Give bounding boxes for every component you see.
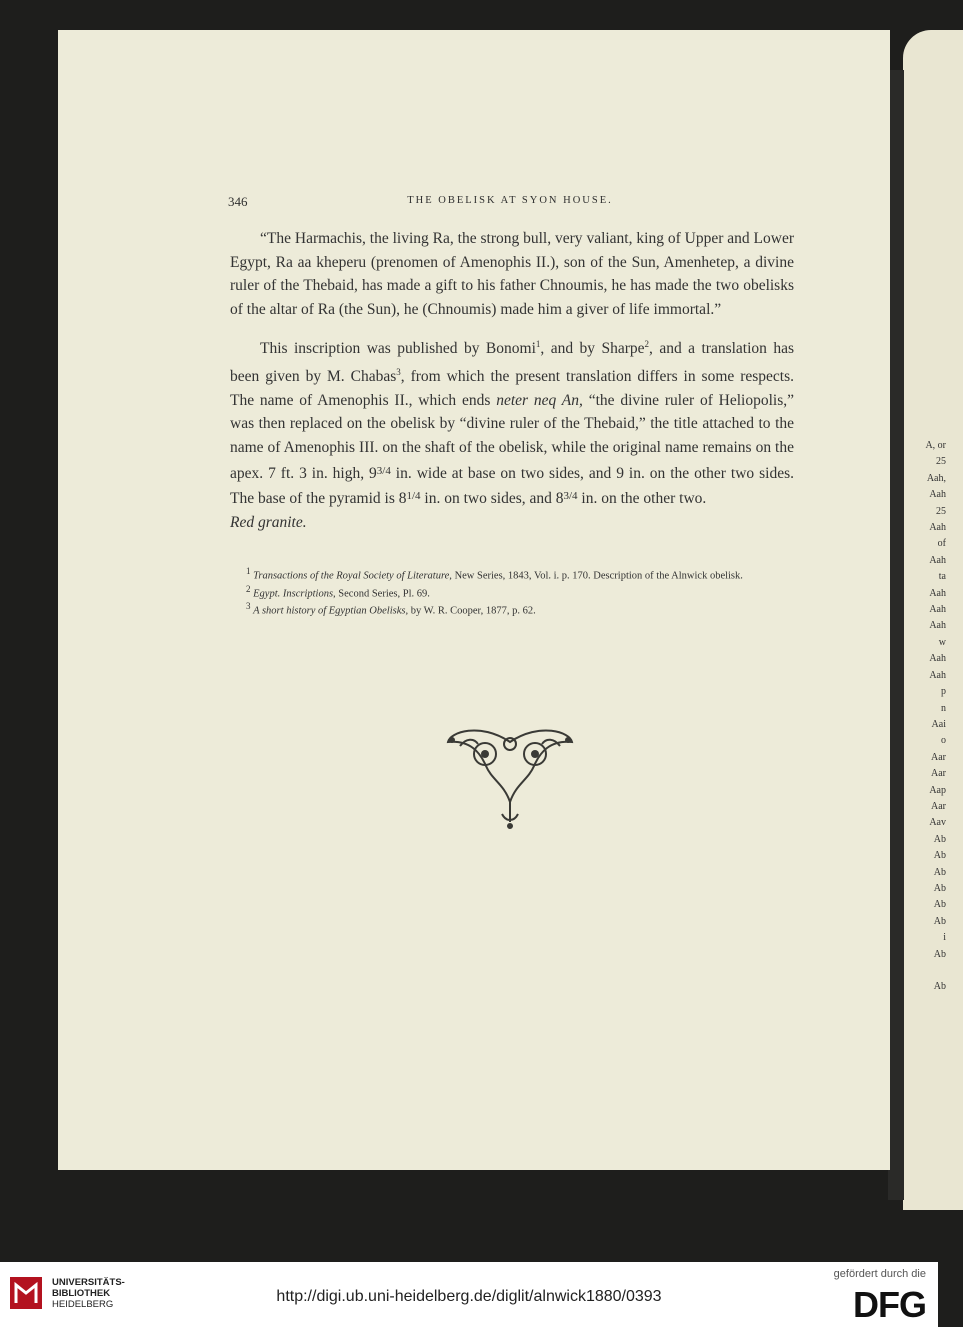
body-text — [230, 227, 794, 534]
side-index-entry: A, or — [925, 440, 946, 451]
side-index-entry: 25 — [936, 456, 946, 468]
side-index-entry: Ab — [933, 948, 946, 960]
side-index-entry: i — [943, 932, 946, 944]
side-index-entry: o — [941, 735, 946, 747]
dfg-logo: DFG — [853, 1284, 926, 1325]
side-index-entry: Aav — [929, 817, 946, 829]
side-index-entry: Aar — [931, 800, 946, 812]
funded-by-text: gefördert durch die — [833, 1268, 926, 1280]
side-index-entry: Aah — [929, 587, 946, 599]
running-head — [228, 194, 792, 214]
side-index-entry: of — [937, 538, 946, 550]
page-number: 346 — [228, 194, 248, 209]
side-index-entry: n — [941, 702, 946, 714]
side-index-entry: Aah — [929, 604, 946, 616]
side-index-entry: p — [941, 686, 946, 698]
side-index-entry: Aap — [929, 784, 946, 796]
side-index-entry — [916, 963, 946, 979]
side-index — [916, 438, 946, 996]
side-index-entry: Ab — [933, 866, 946, 878]
footer-bar — [0, 1262, 938, 1327]
side-index-entry: Ab — [933, 915, 946, 927]
side-index-entry: w — [938, 636, 946, 648]
side-index-entry: Ab — [933, 882, 946, 894]
side-index-entry: Ab — [933, 850, 946, 862]
side-index-entry: Aah — [929, 653, 946, 665]
side-index-entry: Aai — [931, 718, 946, 730]
side-index-entry: Aah, — [926, 472, 946, 484]
side-index-entry: Aar — [931, 768, 946, 780]
page-url-link[interactable]: http://digi.ub.uni-heidelberg.de/diglit/alnwick1880/0393 — [276, 1288, 662, 1305]
book-edge — [888, 70, 904, 1200]
running-title: THE OBELISK AT SYON HOUSE. — [407, 195, 613, 206]
university-name: UNIVERSITÄTS- BIBLIOTHEK HEIDELBERG — [52, 1277, 125, 1310]
fleuron-ornament-icon — [440, 722, 580, 832]
footnote-1: $^1$ Transactions of the Royal Society of Literature, New Series, 1843, Vol. i. p. 170. Description of the Alnwick obelisk. — [246, 566, 743, 582]
side-index-entry: Aah — [929, 554, 946, 566]
paragraph-2: This inscription was published by Bonomi$^1$, and by Sharpe$^2$, and a translation has been given by M. Chabas$^3$, from which the present translation differs in some respects. The name of Amenophis II., which ends neter neq An, “the divine ruler of Heliopolis,” was then replaced on the obelisk by “divine ruler of the Thebaid,” the title attached to the name of Amenophis III. on the shaft of the obelisk, while the original name remains on the apex. 7 ft. 3 in. high, $9^{3/4}$ in. wide at base on two sides, and 9 in. on the other two sides. The base of the pyramid is $8^{1/4}$ in. on two sides, and $8^{3/4}$ in. on the other two. Red granite. — [230, 339, 795, 531]
side-index-entry: Ab — [933, 899, 946, 911]
side-index-entry: 25 — [936, 505, 946, 517]
side-index-entry: Aah — [929, 669, 946, 681]
side-index-entry: Aar — [931, 751, 946, 763]
footnotes — [230, 565, 794, 618]
side-index-entry: ta — [938, 571, 946, 583]
paragraph-1: “The Harmachis, the living Ra, the strong bull, very valiant, king of Upper and Lower Egypt, Ra aa kheperu (prenomen of Amenophis II.), son of the Sun, Amenhetep, a divine ruler of the Thebaid, has made a gift to his father Chnoumis, he has made the two obelisks of the altar of Ra (the Sun), he (Chnoumis) made him a giver of life immortal.” — [230, 230, 794, 318]
side-index-entry: Aah — [929, 489, 946, 501]
side-index-entry: Ab — [933, 981, 946, 993]
footnote-3: $^3$ A short history of Egyptian Obelisks, by W. R. Cooper, 1877, p. 62. — [246, 601, 536, 617]
footnote-2: $^2$ Egypt. Inscriptions, Second Series, Pl. 69. — [246, 583, 430, 599]
side-index-entry: Aah — [929, 522, 946, 534]
red-granite: Red granite. — [230, 513, 307, 531]
side-index-entry: Ab — [933, 833, 946, 845]
side-index-entry: Aah — [929, 620, 946, 632]
